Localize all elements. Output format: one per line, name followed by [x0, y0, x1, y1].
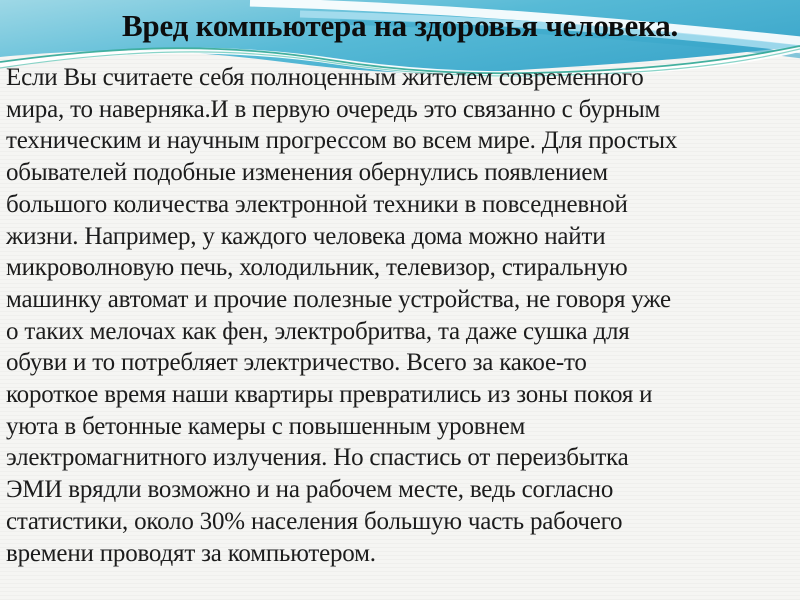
body-text-line: ЭМИ врядли возможно и на рабочем месте, ведь согласно — [6, 476, 614, 504]
body-text-line: микроволновую печь, холодильник, телевизор, стиральную — [6, 254, 628, 282]
body-text-line: большого количества электронной техники в повседневной — [6, 190, 628, 218]
body-text-line: электромагнитного излучения. Но спастись от переизбытка — [6, 444, 629, 472]
slide-title: Вред компьютера на здоровья человека. — [121, 8, 679, 43]
body-text-line: техническим и научным прогрессом во всем мире. Для простых — [6, 127, 678, 155]
body-text-line: уюта в бетонные камеры с повышенным уровнем — [6, 412, 526, 440]
body-text-line: короткое время наши квартиры превратились из зоны покоя и — [6, 381, 653, 409]
slide-body-text — [6, 62, 794, 569]
body-text-line: жизни. Например, у каждого человека дома можно найти — [6, 222, 606, 250]
body-text-line: статистики, около 30% населения большую часть рабочего — [6, 507, 623, 535]
body-text-line: Если Вы считаете себя полноценным жителем современного — [6, 64, 644, 91]
body-text-line: обуви и то потребляет электричество. Всего за какое-то — [6, 349, 587, 377]
body-text-line: времени проводят за компьютером. — [6, 539, 376, 567]
body-text-line: обывателей подобные изменения обернулись появлением — [6, 159, 608, 187]
body-text-line: машинку автомат и прочие полезные устройства, не говоря уже — [6, 285, 671, 313]
body-text-line: мира, то наверняка.И в первую очередь это связанно с бурным — [6, 95, 661, 123]
body-text-line: о таких мелочах как фен, электробритва, та даже сушка для — [6, 317, 630, 345]
